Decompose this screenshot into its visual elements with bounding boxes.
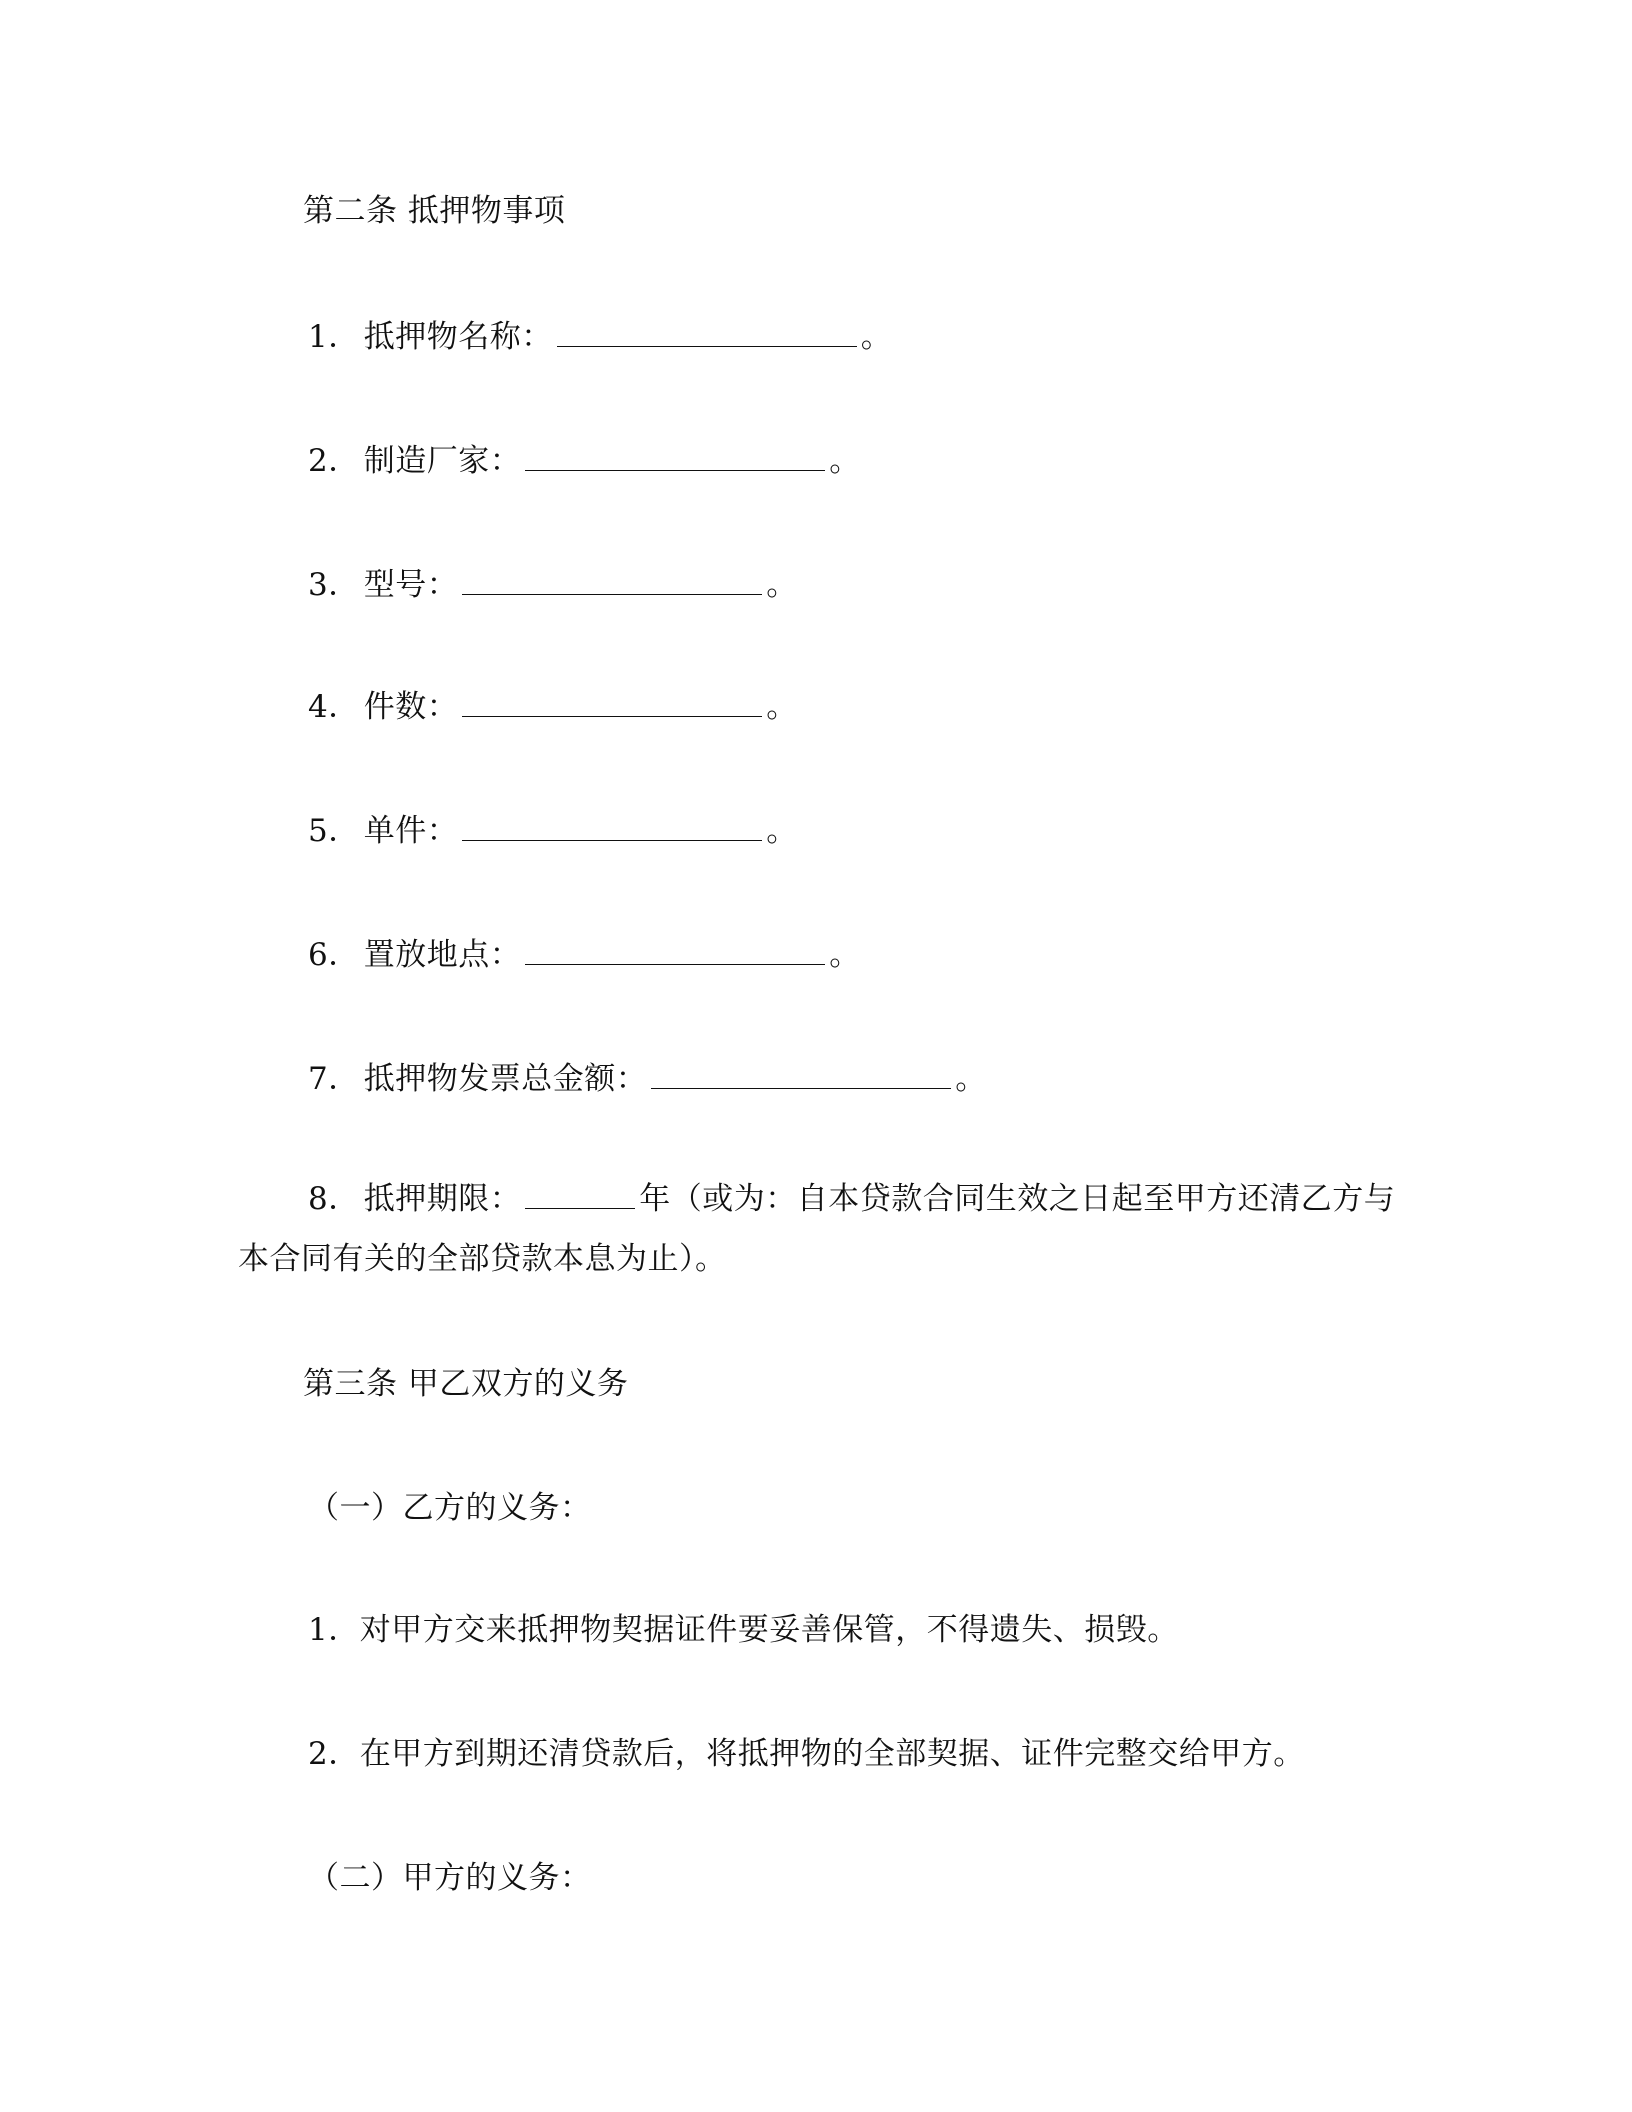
fill-in-blank[interactable] xyxy=(462,810,762,841)
article-3-heading: 第三条 甲乙双方的义务 xyxy=(303,1366,629,1402)
item-8-continuation: 本合同有关的全部贷款本息为止）。 xyxy=(238,1241,727,1277)
party-a-heading: （二）甲方的义务： xyxy=(308,1860,592,1896)
item-label: 置放地点： xyxy=(363,937,522,973)
item-number: 4． xyxy=(308,689,360,725)
item-number: 5． xyxy=(308,813,360,849)
item-number: 6． xyxy=(308,937,360,973)
item-4-line xyxy=(308,686,798,727)
item-5-line xyxy=(308,810,798,851)
item-label: 抵押物名称： xyxy=(363,319,553,355)
fill-in-blank[interactable] xyxy=(557,316,857,347)
fill-in-blank[interactable] xyxy=(525,934,825,965)
item-end: 。 xyxy=(829,443,861,479)
party-b-item-2: 2．在甲方到期还清贷款后，将抵押物的全部契据、证件完整交给甲方。 xyxy=(308,1736,1305,1772)
item-8-line xyxy=(308,1178,1395,1219)
item-7-line xyxy=(308,1058,987,1099)
item-label: 抵押物发票总金额： xyxy=(363,1061,648,1097)
item-number: 7． xyxy=(308,1061,360,1097)
party-b-heading: （一）乙方的义务： xyxy=(308,1490,592,1526)
item-number: 2． xyxy=(308,443,360,479)
item-label: 单件： xyxy=(363,813,459,849)
item-6-line xyxy=(308,934,861,975)
item-label: 制造厂家： xyxy=(363,443,522,479)
item-end: 。 xyxy=(860,319,893,355)
item-number: 8． xyxy=(308,1181,360,1217)
item-label: 件数： xyxy=(363,689,459,725)
party-b-item-1: 1．对甲方交来抵押物契据证件要妥善保管，不得遗失、损毁。 xyxy=(308,1612,1179,1648)
item-end: 。 xyxy=(829,937,861,973)
item-end: 。 xyxy=(766,689,798,725)
fill-in-blank[interactable] xyxy=(462,686,762,717)
item-3-line xyxy=(308,564,798,605)
item-end: 。 xyxy=(955,1061,987,1097)
item-2-line xyxy=(308,440,861,481)
article-2-heading: 第二条 抵押物事项 xyxy=(303,193,566,229)
item-number: 1． xyxy=(308,319,360,355)
item-text: 年（或为：自本贷款合同生效之日起至甲方还清乙方与 xyxy=(639,1181,1396,1217)
item-end: 。 xyxy=(766,813,798,849)
item-label: 抵押期限： xyxy=(363,1181,522,1217)
item-1-line xyxy=(308,316,892,357)
fill-in-blank[interactable] xyxy=(525,1178,635,1209)
item-end: 。 xyxy=(766,567,798,603)
fill-in-blank[interactable] xyxy=(525,440,825,471)
fill-in-blank[interactable] xyxy=(651,1058,951,1089)
item-label: 型号： xyxy=(363,567,459,603)
fill-in-blank[interactable] xyxy=(462,564,762,595)
item-number: 3． xyxy=(308,567,360,603)
